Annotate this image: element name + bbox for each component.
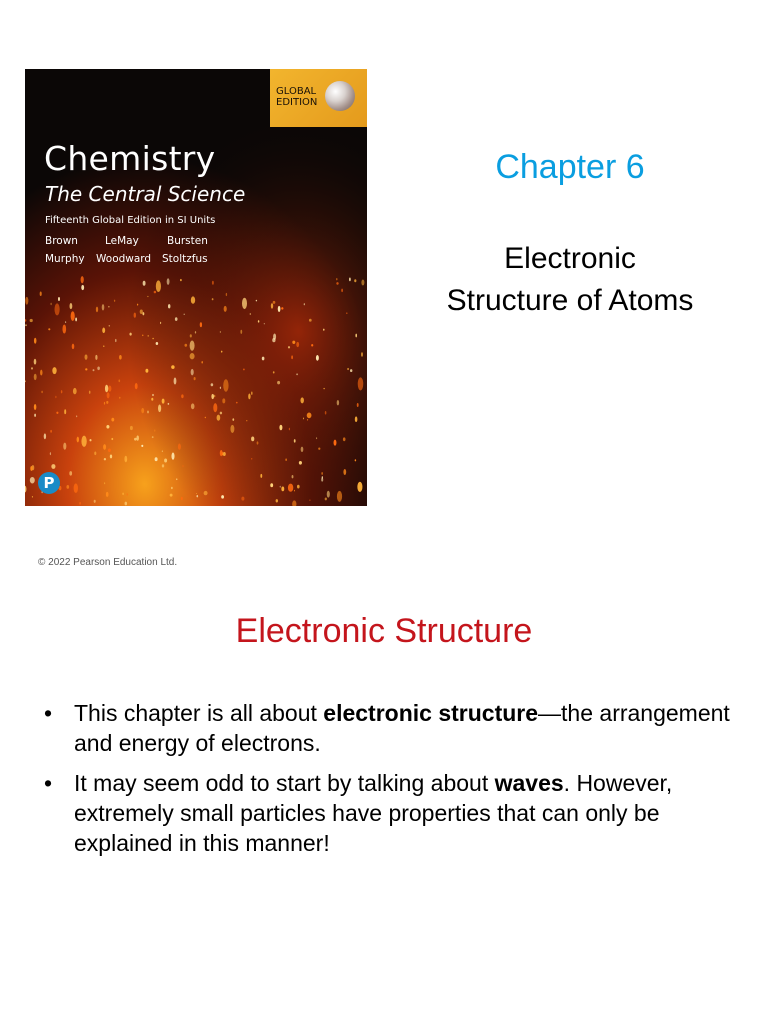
spark <box>164 458 167 462</box>
spark <box>291 355 293 359</box>
spark <box>336 282 338 285</box>
spark <box>190 340 195 350</box>
spark <box>74 483 78 493</box>
spark <box>276 499 278 502</box>
spark <box>102 327 105 333</box>
spark <box>191 296 195 303</box>
spark <box>174 378 177 385</box>
spark <box>318 448 320 450</box>
spark <box>41 391 43 394</box>
spark <box>355 459 357 461</box>
spark <box>213 403 217 412</box>
spark <box>184 314 185 315</box>
spark <box>103 345 104 347</box>
spark <box>361 352 363 356</box>
spark <box>184 344 187 347</box>
spark <box>152 338 153 340</box>
spark <box>147 411 148 414</box>
spark <box>170 494 173 497</box>
spark <box>258 320 260 323</box>
spark <box>175 317 178 321</box>
spark <box>296 373 298 375</box>
spark <box>299 461 302 465</box>
spark <box>104 482 105 484</box>
spark <box>285 458 286 461</box>
spark <box>73 388 77 394</box>
spark <box>211 394 214 399</box>
spark <box>96 307 98 313</box>
spark <box>66 485 69 489</box>
spark <box>34 404 37 410</box>
spark <box>142 334 143 336</box>
spark <box>94 500 96 503</box>
spark <box>155 457 158 461</box>
spark <box>167 278 170 285</box>
spark <box>85 354 88 360</box>
spark <box>107 392 110 398</box>
spark <box>220 450 223 456</box>
spark <box>243 368 245 370</box>
spark <box>221 351 222 353</box>
spark <box>257 441 259 444</box>
spark <box>106 492 109 497</box>
spark <box>162 464 164 467</box>
spark <box>251 458 252 460</box>
spark <box>81 276 84 283</box>
spark <box>154 429 155 431</box>
spark <box>25 297 28 305</box>
spark <box>217 415 221 421</box>
spark <box>321 472 322 475</box>
spark <box>108 449 111 453</box>
spark <box>76 415 77 417</box>
author-name: Murphy <box>45 253 85 265</box>
spark <box>288 346 290 348</box>
spark <box>204 491 208 495</box>
spark <box>70 303 73 309</box>
spark <box>196 495 198 497</box>
spark <box>52 367 56 374</box>
spark <box>140 310 143 314</box>
spark <box>355 416 358 422</box>
spark <box>119 397 120 399</box>
spark <box>108 385 111 391</box>
spark <box>58 297 60 301</box>
bullet-marker: • <box>44 700 53 726</box>
spark <box>145 369 148 373</box>
spark <box>223 452 226 456</box>
spark <box>321 478 323 482</box>
spark <box>350 369 352 372</box>
spark <box>246 420 247 421</box>
spark <box>304 303 305 305</box>
bullet-item <box>44 698 744 758</box>
spark <box>125 502 128 506</box>
bullet-text: . However, extremely small particles have properties that can only be explained in this manner! <box>74 770 673 856</box>
spark <box>137 304 138 306</box>
spark <box>277 381 280 384</box>
author-name: Stoltzfus <box>162 253 208 265</box>
author-name: Bursten <box>167 235 208 247</box>
spark <box>168 403 170 405</box>
spark <box>127 493 128 496</box>
spark <box>111 438 113 440</box>
spark <box>55 303 60 315</box>
spark <box>191 403 195 409</box>
spark <box>171 365 174 369</box>
spark <box>118 379 120 382</box>
spark <box>273 301 276 304</box>
spark <box>200 322 202 327</box>
spark <box>294 490 295 492</box>
spark <box>278 306 281 312</box>
spark <box>94 451 96 455</box>
spark <box>34 338 37 344</box>
spark <box>325 411 327 415</box>
spark <box>280 486 281 488</box>
spark <box>357 482 362 492</box>
spark <box>311 344 313 347</box>
spark <box>316 437 317 439</box>
spark <box>201 361 203 364</box>
spark <box>316 355 319 361</box>
spark <box>104 458 106 460</box>
cover-subtitle: The Central Science <box>45 182 246 206</box>
spark <box>358 377 364 390</box>
chapter-title-line-1: Electronic <box>504 242 636 275</box>
spark <box>309 319 312 322</box>
spark <box>56 412 58 414</box>
pearson-logo-icon: P <box>38 472 60 494</box>
spark <box>124 456 127 463</box>
spark <box>230 425 234 433</box>
spark <box>79 502 81 505</box>
spark <box>102 304 105 310</box>
spark <box>154 291 156 294</box>
spark <box>251 437 254 442</box>
spark <box>95 355 97 360</box>
spark <box>65 321 66 322</box>
spark <box>296 342 299 347</box>
spark <box>136 435 139 440</box>
spark <box>103 444 106 450</box>
spark <box>324 388 325 389</box>
spark <box>162 399 165 404</box>
spark <box>224 306 227 312</box>
spark <box>190 334 192 337</box>
spark <box>105 385 108 393</box>
spark <box>349 278 351 282</box>
bullet-bold-term: waves <box>494 770 564 796</box>
spark <box>343 437 346 441</box>
spark <box>85 368 87 370</box>
spark <box>334 440 337 446</box>
spark <box>32 496 33 498</box>
spark <box>69 471 72 475</box>
spark <box>212 281 214 285</box>
spark <box>143 312 145 315</box>
spark <box>109 325 110 327</box>
spark <box>89 439 91 441</box>
spark <box>135 383 138 389</box>
spark <box>111 418 114 422</box>
spark <box>55 396 56 398</box>
spark <box>176 478 177 480</box>
spark <box>134 438 137 441</box>
spark <box>354 279 356 282</box>
spark <box>241 497 244 501</box>
spark <box>361 279 364 285</box>
bullet-item <box>44 768 744 858</box>
spark <box>178 444 181 450</box>
spark <box>104 402 105 405</box>
spark <box>300 397 303 403</box>
spark <box>51 464 55 469</box>
spark <box>152 436 154 438</box>
cover-title: Chemistry <box>44 139 216 178</box>
spark <box>232 418 234 421</box>
spark <box>236 402 238 404</box>
spark <box>89 391 91 394</box>
spark <box>281 486 284 491</box>
spark <box>288 484 293 492</box>
spark <box>337 400 339 405</box>
spark <box>50 452 51 455</box>
spark <box>327 491 330 498</box>
author-name: Brown <box>45 235 78 247</box>
author-name: LeMay <box>105 235 139 247</box>
spark <box>220 412 222 415</box>
spark <box>40 370 42 376</box>
spark <box>309 500 310 501</box>
spark <box>31 367 32 369</box>
spark <box>129 333 131 336</box>
bullet-text: This chapter is all about <box>74 700 324 726</box>
spark <box>194 377 196 380</box>
spark <box>220 331 221 332</box>
spark <box>297 485 300 489</box>
spark <box>122 492 124 495</box>
spark <box>357 403 359 407</box>
chapter-heading: Chapter 6 <box>495 148 645 186</box>
spark <box>279 425 282 431</box>
spark <box>50 430 52 433</box>
spark <box>307 419 308 421</box>
spark <box>220 387 221 389</box>
spark <box>212 298 214 300</box>
spark <box>141 408 144 413</box>
spark <box>273 371 275 373</box>
spark <box>130 426 133 430</box>
spark <box>81 285 84 290</box>
spark <box>222 398 225 403</box>
spark <box>292 475 294 478</box>
spark <box>34 414 36 417</box>
spark <box>195 331 196 333</box>
spark <box>119 355 122 360</box>
spark <box>307 413 312 419</box>
cover-sparks-artwork <box>25 69 367 506</box>
spark <box>323 329 324 331</box>
slide-title: Electronic Structure <box>235 612 533 650</box>
chapter-title <box>400 238 740 322</box>
spark <box>93 369 95 371</box>
spark <box>196 493 197 494</box>
spark <box>61 390 63 393</box>
spark <box>346 312 347 313</box>
spark <box>63 443 66 450</box>
global-edition-text: GLOBAL EDITION <box>276 86 318 108</box>
spark <box>115 339 116 342</box>
spark <box>272 338 275 342</box>
spark <box>156 342 159 345</box>
chapter-title-line-2: Structure of Atoms <box>446 284 694 317</box>
spark <box>281 307 283 310</box>
spark <box>151 398 153 401</box>
spark <box>143 281 146 286</box>
spark <box>71 311 75 321</box>
spark <box>294 439 296 443</box>
bullet-text: —the arrangement and energy of electrons. <box>74 700 730 756</box>
spark <box>62 324 66 333</box>
spark <box>242 298 247 309</box>
spark <box>75 317 77 321</box>
spark <box>260 474 262 478</box>
spark <box>251 392 253 395</box>
spark <box>271 303 273 309</box>
spark <box>30 319 33 322</box>
spark <box>301 447 304 452</box>
spark <box>72 344 75 350</box>
globe-icon <box>325 81 355 111</box>
spark <box>30 466 32 471</box>
cover-edition-line: Fifteenth Global Edition in SI Units <box>45 215 216 226</box>
spark <box>160 322 161 324</box>
spark <box>97 366 100 370</box>
spark <box>64 409 66 414</box>
spark <box>303 417 304 419</box>
spark <box>25 324 26 326</box>
spark <box>34 359 37 365</box>
spark <box>337 491 342 502</box>
spark <box>262 357 265 361</box>
spark <box>289 428 290 431</box>
spark <box>77 437 79 443</box>
spark <box>181 394 183 398</box>
spark <box>30 477 35 483</box>
spark <box>240 330 242 334</box>
spark <box>264 323 265 324</box>
spark <box>147 296 148 297</box>
spark <box>292 341 295 344</box>
spark <box>256 300 257 302</box>
spark <box>106 425 109 429</box>
spark <box>51 303 52 306</box>
spark <box>171 487 172 489</box>
spark <box>168 304 170 308</box>
spark <box>343 469 346 475</box>
bullet-text: It may seem odd to start by talking about <box>74 770 495 796</box>
spark <box>336 278 337 280</box>
author-name: Woodward <box>96 253 152 265</box>
bullet-marker: • <box>44 770 53 796</box>
spark <box>226 293 227 296</box>
spark <box>162 450 163 452</box>
bullet-bold-term: electronic structure <box>323 700 539 726</box>
spark <box>152 394 154 396</box>
copyright-notice: © 2022 Pearson Education Ltd. <box>38 557 178 568</box>
spark <box>248 393 250 399</box>
spark <box>48 328 50 330</box>
spark <box>40 292 42 297</box>
spark <box>250 313 251 315</box>
spark <box>181 497 183 500</box>
spark <box>191 369 194 375</box>
spark <box>114 300 115 302</box>
spark <box>108 306 109 308</box>
spark <box>156 280 161 292</box>
bullet-list <box>44 698 744 868</box>
spark <box>270 483 273 487</box>
book-cover <box>25 69 367 506</box>
spark <box>106 401 108 404</box>
spark <box>134 313 136 318</box>
spark <box>34 374 37 380</box>
spark <box>223 379 228 392</box>
spark <box>221 495 224 499</box>
spark <box>347 368 349 370</box>
spark <box>171 453 174 460</box>
spark <box>180 279 182 281</box>
spark <box>141 445 143 447</box>
spark <box>81 436 86 447</box>
spark <box>190 353 195 359</box>
spark <box>211 383 214 386</box>
spark <box>110 454 112 458</box>
spark <box>325 497 327 500</box>
spark <box>355 334 357 338</box>
spark <box>182 465 183 467</box>
spark <box>158 404 161 412</box>
spark <box>148 335 149 337</box>
spark <box>341 289 343 292</box>
spark <box>44 433 46 439</box>
spark <box>205 417 206 418</box>
global-edition-badge <box>270 69 367 127</box>
